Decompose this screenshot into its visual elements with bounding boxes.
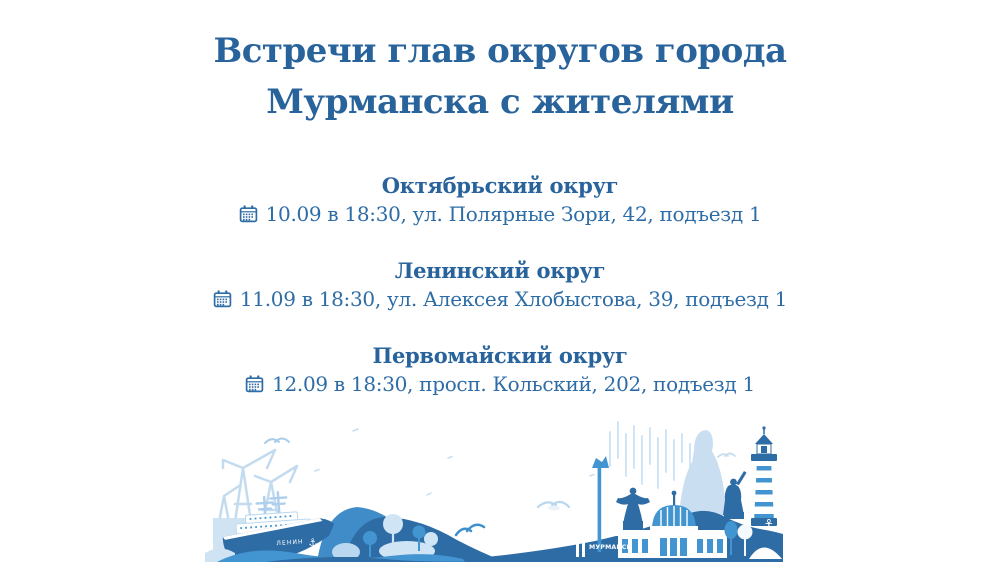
page-title [0, 26, 1000, 128]
district-section-pervomaysky [0, 343, 1000, 397]
calendar-icon [239, 205, 258, 223]
meeting-details: 11.09 в 18:30, ул. Алексея Хлобыстова, 39, подъезд 1 [239, 287, 788, 311]
title-line-2: Мурманска с жителями [266, 82, 734, 122]
meeting-details: 10.09 в 18:30, ул. Полярные Зори, 42, подъезд 1 [265, 202, 762, 226]
district-name: Ленинский округ [394, 258, 606, 283]
anchor-icon: ⚓ [762, 516, 776, 534]
seagull-icon [538, 502, 569, 511]
city-sign-label: МУРМАНСК [589, 544, 632, 551]
waiting-woman-statue [723, 471, 747, 519]
district-name: Первомайский округ [372, 343, 628, 368]
meeting-detail-row [0, 286, 1000, 312]
meeting-detail-row [0, 371, 1000, 397]
title-line-1: Встречи глав округов города [213, 31, 787, 71]
city-statue [616, 488, 650, 532]
street-lamp [592, 456, 609, 552]
seagull-icon [265, 439, 289, 444]
calendar-icon [213, 290, 232, 308]
meeting-details: 12.09 в 18:30, просп. Кольский, 202, подъезд 1 [272, 372, 755, 396]
district-section-leninsky [0, 258, 1000, 312]
seagull-icon [718, 454, 735, 458]
meeting-detail-row [0, 201, 1000, 227]
ship-name-label: ЛЕНИН [276, 538, 304, 548]
anchor-icon: ⚓ [308, 537, 318, 550]
district-section-oktyabrsky [0, 173, 1000, 227]
district-name: Октябрьский округ [381, 173, 619, 198]
port-cranes [219, 450, 297, 522]
northern-lights-rays [610, 422, 690, 488]
murmansk-skyline-illustration [205, 418, 790, 562]
lighthouse [751, 426, 777, 526]
sky-specks [315, 429, 594, 495]
calendar-icon [245, 375, 264, 393]
seagull-icon [456, 525, 484, 535]
